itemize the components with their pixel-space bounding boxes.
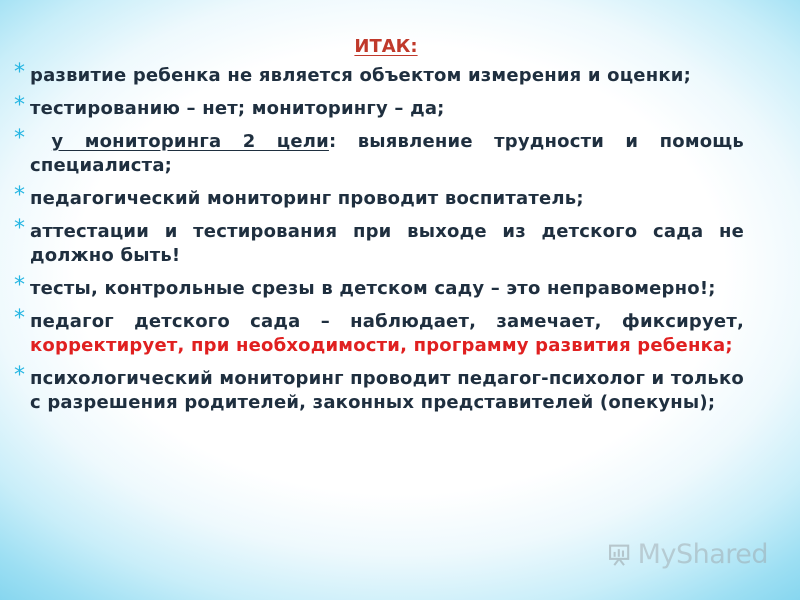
bullet-text: развитие ребенка не является объектом измерения и оценки; [30,65,691,86]
bullet-text: психологический мониторинг проводит педагог-психолог и только с разрешения родителей, законных представителей (опекуны); [30,368,744,413]
bullet-text: : выявление трудности и помощь специалиста; [30,131,744,176]
asterisk-bullet-icon: * [14,273,26,298]
bullet-item [14,126,744,178]
slide-title [0,35,800,59]
bullet-item [14,183,744,211]
presentation-board-icon [608,537,632,571]
asterisk-bullet-icon: * [14,306,26,331]
asterisk-bullet-icon: * [14,216,26,241]
slide-title-text: ИТАК: [354,36,418,57]
asterisk-bullet-icon: * [14,363,26,388]
bullet-item [14,93,744,121]
asterisk-bullet-icon: * [14,93,26,118]
asterisk-bullet-icon: * [14,126,26,151]
bullet-item [14,306,744,358]
myshared-logo [608,537,768,571]
bullet-text: тесты, контрольные срезы в детском саду – это неправомерно!; [30,278,716,299]
bullet-item [14,363,744,415]
bullet-text: педагог детского сада – наблюдает, замечает, фиксирует, [30,311,744,332]
asterisk-bullet-icon: * [14,183,26,208]
bullet-item [14,273,744,301]
bullet-item [14,60,744,88]
bullet-text: аттестации и тестирования при выходе из детского сада не должно быть! [30,221,744,266]
bullet-highlighted-text: корректирует, при необходимости, программу развития ребенка; [30,335,733,356]
bullet-text: тестированию – нет; мониторингу – да; [30,98,445,119]
bullet-text: педагогический мониторинг проводит воспитатель; [30,188,584,209]
bullet-list [14,60,744,424]
asterisk-bullet-icon: * [14,60,26,85]
bullet-item [14,216,744,268]
logo-text: MyShared [637,538,768,570]
bullet-underlined-text: у мониторинга 2 цели [51,131,329,152]
